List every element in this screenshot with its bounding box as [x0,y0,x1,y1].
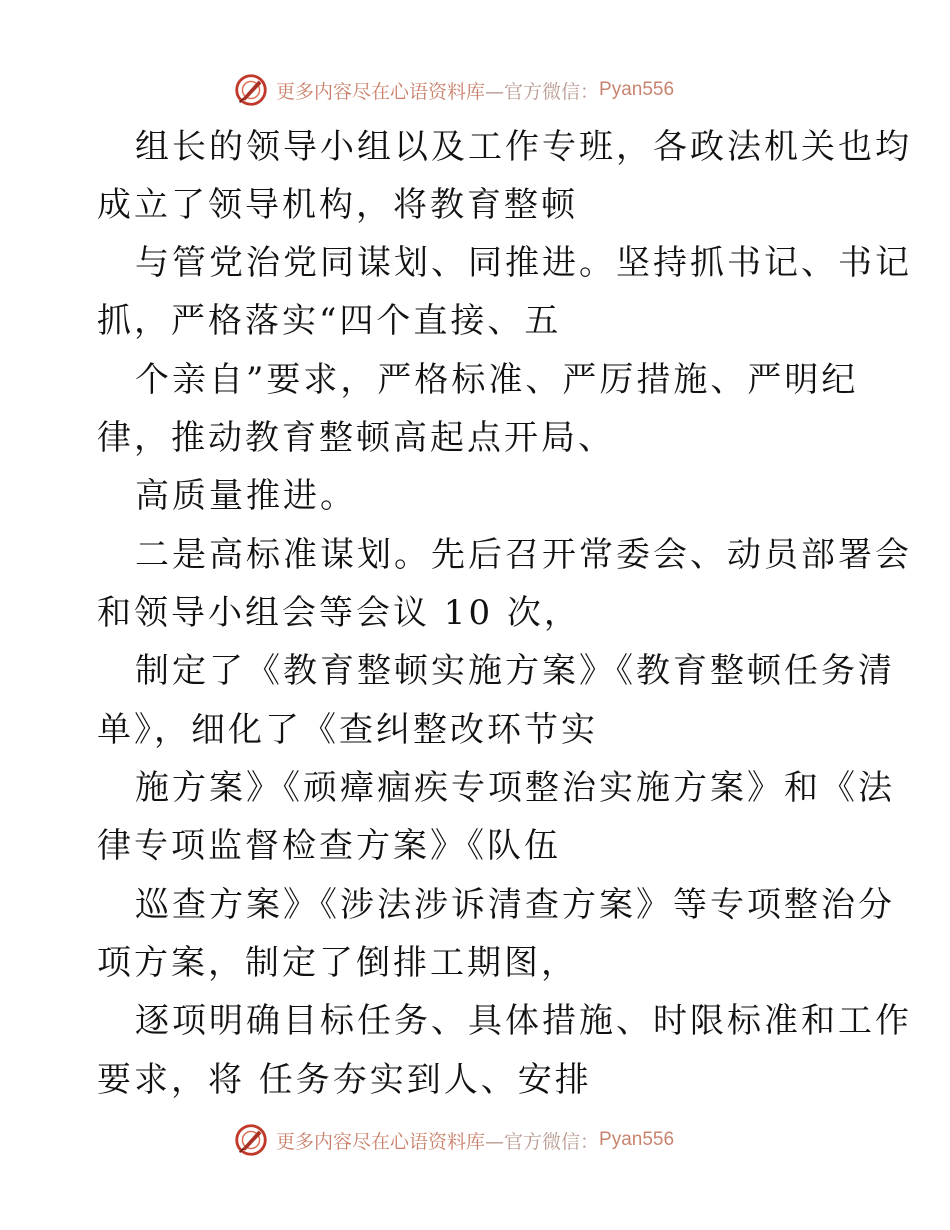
text-line: 巡查方案》《涉法涉诉清查方案》等专项整治分 [135,885,895,925]
text-line: 个亲自”要求，严格标准、严厉措施、严明纪 [135,360,859,400]
watermark-library-text: 更多内容尽在心语资料库 [276,80,486,103]
watermark-library-text: 更多内容尽在心语资料库 [276,1130,486,1153]
watermark-wechat-id: Pyan556 [599,1129,675,1150]
text-line: 单》，细化了《查纠整改环节实 [97,710,598,750]
text-line: 高质量推进。 [135,476,357,516]
text-line: 组长的领导小组以及工作专班，各政法机关也均 [135,127,912,167]
text-line: 成立了领导机构，将教育整顿 [97,185,578,225]
text-line: 与管党治党同谋划、同推进。坚持抓书记、书记 [135,243,912,283]
text-line: 逐项明确目标任务、具体措施、时限标准和工作 [135,1001,912,1041]
text-line: 二是高标准谋划。先后召开常委会、动员部署会 [135,535,912,575]
text-line: 和领导小组会等会议 10 次， [97,593,581,633]
text-line: 要求，将 任务夯实到人、安排 [97,1060,592,1100]
watermark-wechat-id: Pyan556 [599,79,675,100]
footer-watermark [232,1120,674,1160]
text-line: 施方案》《顽瘴痼疾专项整治实施方案》和《法 [135,768,895,808]
text-line: 制定了《教育整顿实施方案》《教育整顿任务清 [135,651,895,691]
text-line: 抓，严格落实“四个直接、五 [97,301,562,341]
text-line: 律专项监督检查方案》《队伍 [97,826,561,866]
watermark-wechat-label: —官方微信： [485,1130,600,1153]
text-line: 律，推动教育整顿高起点开局、 [97,418,615,458]
quill-seal-icon [232,1121,270,1159]
text-line: 项方案，制定了倒排工期图， [97,943,578,983]
watermark-wechat-label: —官方微信： [485,80,600,103]
